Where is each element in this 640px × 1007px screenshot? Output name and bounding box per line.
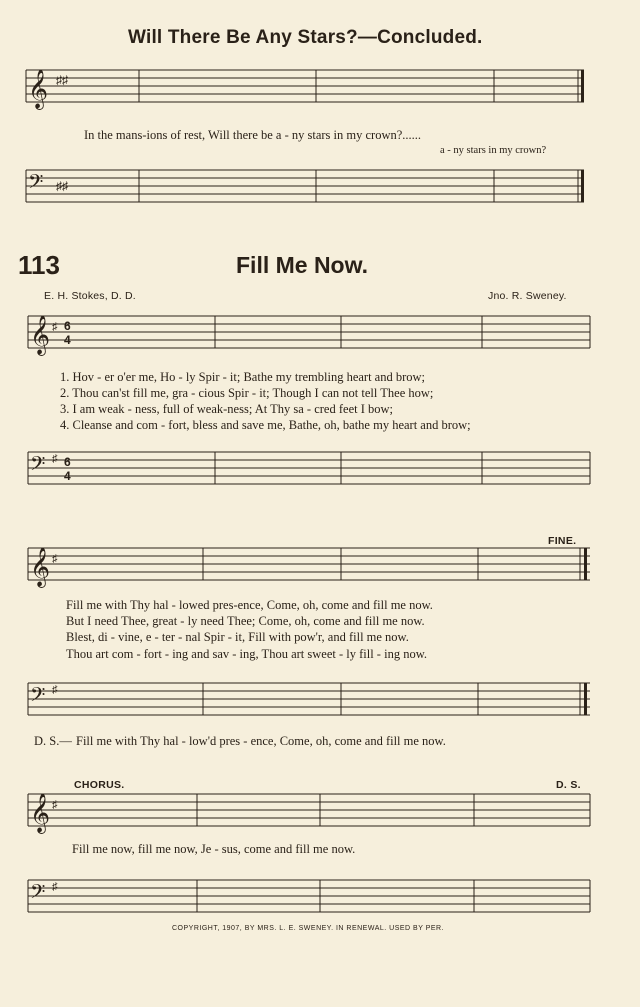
copyright-notice: COPYRIGHT, 1907, BY MRS. L. E. SWENEY. IN RENEWAL. USED BY PER. [172, 925, 445, 932]
music-staff-1-bass [0, 170, 640, 220]
svg-text:♯: ♯ [52, 684, 58, 696]
music-staff-4-bass [0, 880, 640, 920]
refrain-line-2: But I need Thee, great - ly need Thee; Come, oh, come and fill me now. [66, 614, 425, 628]
music-staff-3-treble [0, 548, 640, 588]
svg-text:♯♯: ♯♯ [56, 73, 68, 87]
svg-text:♯♯: ♯♯ [56, 179, 68, 193]
refrain-line-4: Thou art com - fort - ing and sav - ing, Thou art sweet - ly fill - ing now. [66, 647, 428, 661]
verse-4: 4. Cleanse and com - fort, bless and save me, Bathe, oh, bathe my heart and brow; [60, 418, 471, 432]
section1-lyric: In the mans-ions of rest, Will there be a - ny stars in my crown?...... [84, 128, 422, 142]
music-staff-1-treble [0, 70, 640, 120]
svg-text:♯: ♯ [52, 453, 58, 465]
svg-text:4: 4 [64, 469, 71, 483]
svg-text:♯: ♯ [52, 553, 58, 565]
verse-2: 2. Thou can'st fill me, gra - cious Spir - it; Though I can not tell Thee how; [60, 386, 434, 400]
refrain-line-1: Fill me with Thy hal - lowed pres-ence, Come, oh, come and fill me now. [66, 598, 433, 612]
svg-text:6: 6 [64, 455, 71, 469]
hymn-composer: Jno. R. Sweney. [488, 290, 567, 302]
svg-text:6: 6 [64, 319, 71, 333]
svg-text:𝄞: 𝄞 [30, 793, 51, 833]
music-staff-4-treble [0, 794, 640, 834]
verse-1: 1. Hov - er o'er me, Ho - ly Spir - it; Bathe my trembling heart and brow; [60, 370, 426, 384]
svg-text:♯: ♯ [52, 321, 58, 333]
svg-text:𝄢: 𝄢 [30, 880, 46, 908]
verse-3: 3. I am weak - ness, full of weak-ness; At Thy sa - cred feet I bow; [60, 402, 394, 416]
svg-text:𝄞: 𝄞 [30, 547, 51, 587]
music-staff-2-treble [0, 316, 640, 356]
ds-line: Fill me with Thy hal - low'd pres - ence, Come, oh, come and fill me now. [76, 734, 446, 748]
chorus-ds-label: D. S. [556, 779, 581, 791]
hymn-author: E. H. Stokes, D. D. [44, 290, 136, 302]
svg-text:𝄞: 𝄞 [30, 315, 51, 355]
svg-text:♯: ♯ [52, 799, 58, 811]
chorus-lyric: Fill me now, fill me now, Je - sus, come and fill me now. [72, 842, 356, 856]
fine-label: FINE. [548, 535, 577, 547]
ds-line-label: D. S.— [34, 734, 72, 748]
svg-text:4: 4 [64, 333, 71, 347]
chorus-label: CHORUS. [74, 779, 125, 791]
section-title: Will There Be Any Stars?—Concluded. [128, 27, 483, 48]
refrain-line-3: Blest, di - vine, e - ter - nal Spir - it, Fill with pow'r, and fill me now. [66, 630, 409, 644]
svg-text:𝄢: 𝄢 [30, 683, 46, 711]
hymn-number: 113 [18, 250, 60, 280]
svg-text:𝄢: 𝄢 [30, 452, 46, 480]
music-staff-3-bass [0, 683, 640, 723]
section1-lyric-alt: a - ny stars in my crown? [440, 145, 547, 156]
music-staff-2-bass [0, 452, 640, 492]
hymn-title: Fill Me Now. [236, 252, 369, 278]
svg-text:𝄢: 𝄢 [28, 170, 44, 198]
svg-text:♯: ♯ [52, 881, 58, 893]
svg-text:𝄞: 𝄞 [28, 69, 49, 109]
